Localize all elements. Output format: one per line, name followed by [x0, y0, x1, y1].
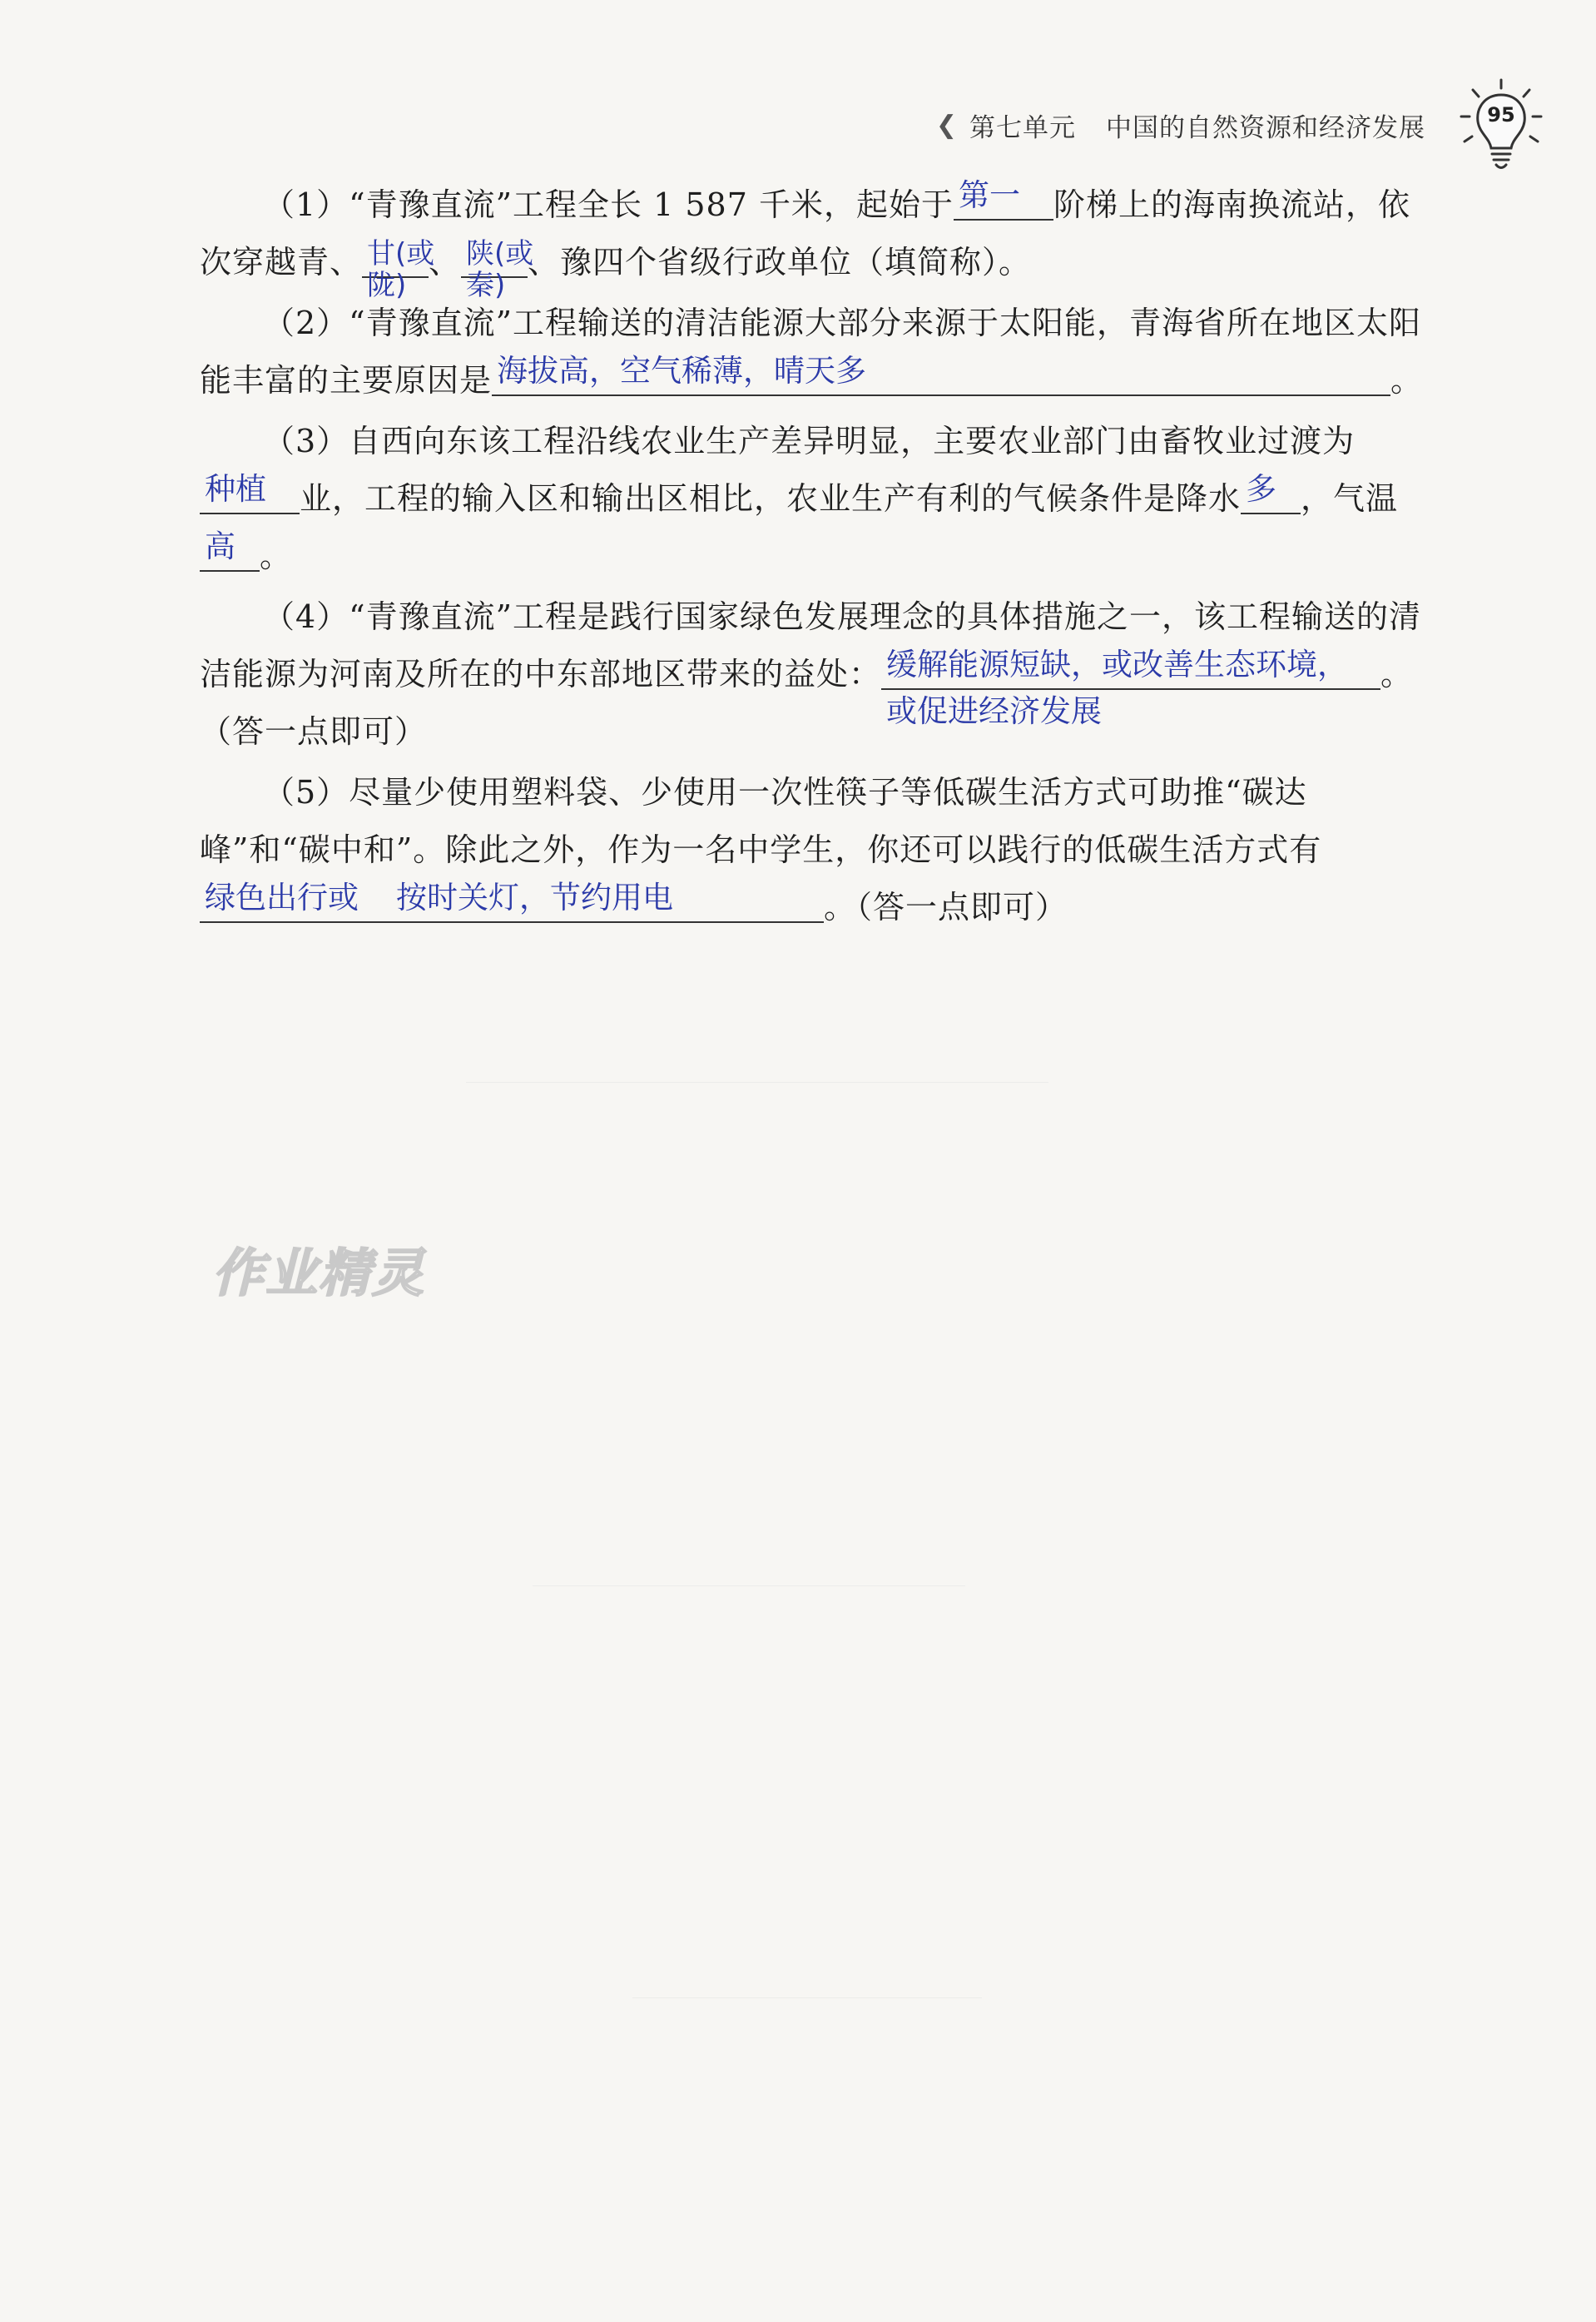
chevron-left-icon: ❮ [935, 111, 958, 140]
question-4 [200, 588, 1427, 761]
bleed-through-line [632, 1997, 982, 1998]
handwritten-answer: 高 [205, 528, 235, 564]
question-text: 、 [429, 244, 462, 280]
question-text: 业，工程的输入区和输出区相比，农业生产有利的气候条件是降水 [300, 480, 1242, 517]
question-text: 。（答一点即可） [824, 889, 1068, 925]
answer-blank [362, 237, 435, 302]
handwritten-answer: 或促进经济发展 [886, 693, 1103, 729]
watermark: 作业精灵 [212, 1243, 426, 1303]
question-text: 、豫四个省级行政单位（填简称）。 [528, 244, 1032, 280]
question-text: 阶梯上的海南换流站，依次穿越青、 [200, 186, 1410, 280]
handwritten-answer: 甘(或陇) [367, 237, 435, 302]
question-3 [200, 413, 1427, 585]
page-header [936, 107, 1425, 144]
lightbulb-icon [1455, 77, 1554, 176]
unit-label: 第七单元 [969, 113, 1076, 143]
question-text: （5）尽量少使用塑料袋、少使用一次性筷子等低碳生活方式可助推“碳达峰”和“碳中和”。除此之外，作为一名中学生，你还可以践行的低碳生活方式有 [200, 774, 1322, 868]
handwritten-answer: 海拔高，空气稀薄，晴天多 [497, 353, 867, 389]
answer-blank [200, 528, 260, 572]
handwritten-answer: 缓解能源短缺，或改善生态环境， [886, 647, 1349, 682]
question-text: （1）“青豫直流”工程全长 1 587 千米，起始于 [263, 186, 954, 223]
answer-blank [461, 237, 534, 302]
answer-blank [1241, 471, 1301, 514]
question-text: （3）自西向东该工程沿线农业生产差异明显，主要农业部门由畜牧业过渡为 [263, 423, 1356, 459]
question-text: 。 [260, 538, 293, 574]
question-text: ，气温 [1301, 480, 1399, 517]
question-text: 。 [1390, 362, 1424, 399]
question-text: 。（答一点即可） [200, 656, 1414, 750]
question-text: （2）“青豫直流”工程输送的清洁能源大部分来源于太阳能，青海省所在地区太阳能丰富的主要原因是 [200, 305, 1422, 399]
question-2 [200, 295, 1427, 409]
question-1 [200, 176, 1427, 302]
answer-blank [954, 177, 1053, 221]
question-text: （4）“青豫直流”工程是践行国家绿色发展理念的具体措施之一，该工程输送的清洁能源为河南及所在的中东部地区带来的益处： [200, 598, 1422, 692]
answer-blank [200, 880, 391, 923]
handwritten-answer: 多 [1246, 471, 1277, 507]
answer-blank [881, 647, 1380, 729]
bleed-through-line [466, 1082, 1048, 1083]
handwritten-answer: 按时关灯，节约用电 [396, 880, 673, 915]
question-5 [200, 764, 1427, 936]
answer-blank [492, 353, 1390, 396]
answer-blank [200, 471, 300, 514]
chapter-title: 中国的自然资源和经济发展 [1106, 113, 1425, 143]
answer-blank [391, 880, 824, 923]
handwritten-answer: 第一 [958, 177, 1020, 213]
question-content [200, 176, 1427, 940]
page-number: 95 [1487, 103, 1515, 127]
handwritten-answer: 种植 [205, 471, 266, 507]
handwritten-answer: 绿色出行或 [205, 880, 359, 915]
bleed-through-line [533, 1585, 965, 1586]
handwritten-answer: 陕(或秦) [466, 237, 534, 302]
